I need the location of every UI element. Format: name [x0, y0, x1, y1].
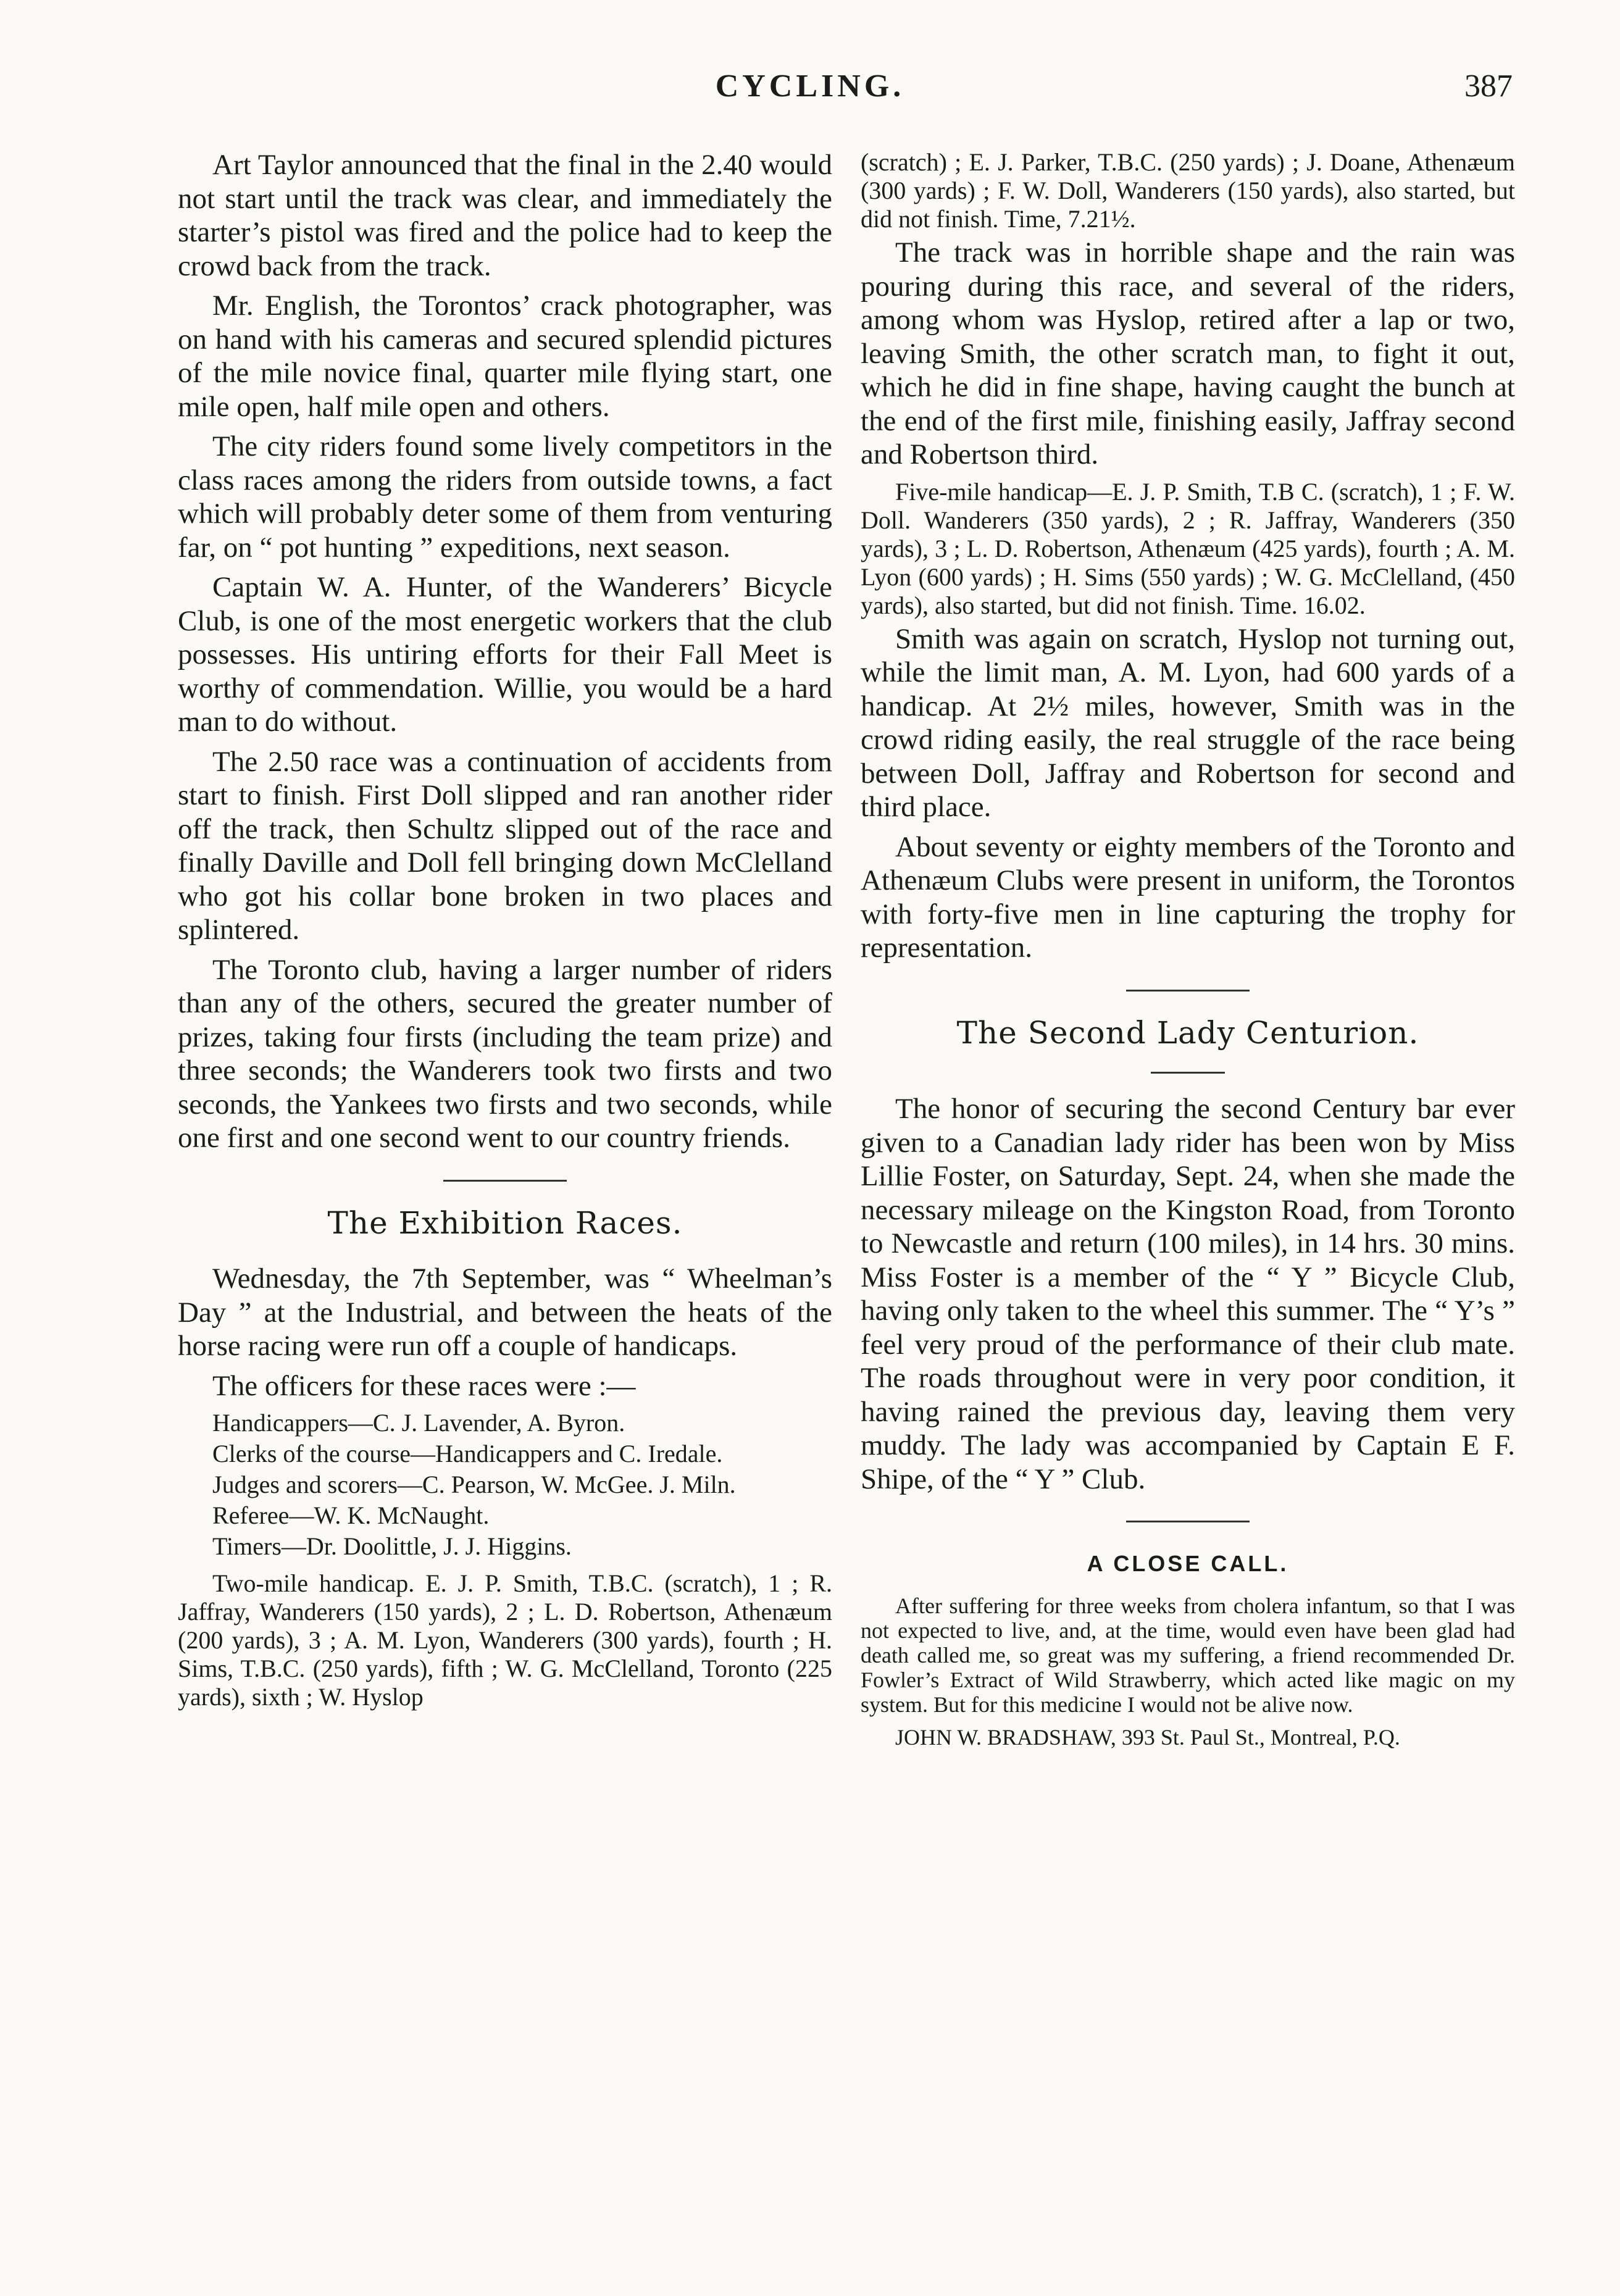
paragraph: Mr. English, the Torontos’ crack photographer, was on hand with his cameras and secured splendid pictures of the mile novice final, quarter mile flying start, one mile open, half mile open and others. [178, 290, 832, 423]
right-column [861, 148, 1515, 1750]
advertisement-signature: JOHN W. BRADSHAW, 393 St. Paul St., Montreal, P.Q. [895, 1724, 1400, 1750]
paragraph: Wednesday, the 7th September, was “ Wheelman’s Day ” at the Industrial, and between the heats of the horse racing were run off a couple of handicaps. [178, 1263, 832, 1362]
race-result: Five-mile handicap—E. J. P. Smith, T.B C. (scratch), 1 ; F. W. Doll. Wanderers (350 yards), 2 ; R. Jaffray, Wanderers (350 yards), 3 ; L. D. Robertson, Athenæum (425 yards), fourth ; A. M. Lyon (600 yards) ; H. Sims (550 yards) ; W. G. McClelland, (450 yards), also started, but did not finish. Time. 16.02. [861, 477, 1515, 619]
section-divider [443, 1180, 567, 1182]
advertisement-title: A CLOSE CALL. [1087, 1551, 1289, 1576]
paragraph: The Toronto club, having a larger number of riders than any of the others, secured the greater number of prizes, taking four firsts (including the team prize) and three seconds; the Wanderers took two firsts and two seconds, the Yankees two firsts and two seconds, while one first and one second went to our country friends. [178, 953, 832, 1154]
paragraph: The honor of securing the second Century bar ever given to a Canadian lady rider has been won by Miss Lillie Foster, on Saturday, Sept. 24, when she made the necessary mileage on the Kingston Road, from Toronto to Newcastle and return (100 miles), in 14 hrs. 30 mins. Miss Foster is a member of the “ Y ” Bicycle Club, having only taken to the wheel this summer. The “ Y’s ” feel very proud of the performance of their club mate. The roads throughout were in very poor condition, it having rained the previous day, leaving them very muddy. The lady was accompanied by Captain E F. Shipe, of the “ Y ” Club. [861, 1093, 1515, 1495]
race-result-block [861, 148, 1515, 233]
paragraph: Captain W. A. Hunter, of the Wanderers’ Bicycle Club, is one of the most energetic workers that the club possesses. His untiring efforts for their Fall Meet is worthy of commendation. Willie, you would be a hard man to do without. [178, 571, 832, 738]
race-result-block [861, 478, 1515, 620]
paragraph: About seventy or eighty members of the Toronto and Athenæum Clubs were present in uniform, the Torontos with forty-five men in line capturing the trophy for representation. [861, 830, 1515, 964]
advertisement-body [861, 1593, 1515, 1717]
paragraph: The 2.50 race was a continuation of accidents from start to finish. First Doll slipped and ran another rider off the track, then Schultz slipped out of the race and finally Daville and Doll fell bringing down McClelland who got his collar bone broken in two places and splintered. [178, 745, 832, 946]
paragraph: The track was in horrible shape and the rain was pouring during this race, and several of the riders, among whom was Hyslop, retired after a lap or two, leaving Smith, the other scratch man, to fight it out, which he did in fine shape, having caught the bunch at the end of the first mile, finishing easily, Jaffray second and Robertson third. [861, 236, 1515, 470]
section-heading: The Second Lady Centurion. [956, 1014, 1419, 1051]
section-heading: The Exhibition Races. [327, 1204, 683, 1241]
officer-entry: Clerks of the course—Handicappers and C. Iredale. [212, 1440, 723, 1467]
paragraph: Art Taylor announced that the final in the 2.40 would not start until the track was clear, and immediately the starter’s pistol was fired and the police had to keep the crowd back from the track. [178, 149, 832, 282]
race-result: (scratch) ; E. J. Parker, T.B.C. (250 yards) ; J. Doane, Athenæum (300 yards) ; F. W. Doll, Wanderers (150 yards), also started, but did not finish. Time, 7.21½. [861, 148, 1515, 233]
paragraph: The city riders found some lively competitors in the class races among the riders from outside towns, a fact which will probably deter some of them from venturing far, on “ pot hunting ” expeditions, next season. [178, 430, 832, 564]
officer-entry: Judges and scorers—C. Pearson, W. McGee. J. Miln. [212, 1471, 736, 1498]
left-column [178, 148, 832, 1714]
paragraph: Smith was again on scratch, Hyslop not turning out, while the limit man, A. M. Lyon, had 600 yards of a handicap. At 2½ miles, however, Smith was in the crowd riding easily, the real struggle of the race being between Doll, Jaffray and Robertson for second and third place. [861, 622, 1515, 823]
running-head [0, 62, 1620, 111]
officer-entry: Timers—Dr. Doolittle, J. J. Higgins. [212, 1532, 572, 1560]
officer-entry: Referee—W. K. McNaught. [212, 1501, 490, 1529]
advertisement-text: After suffering for three weeks from cholera infantum, so that I was not expected to live, and, at the time, would even have been glad had death called me, so great was my suffering, a friend recommended Dr. Fowler’s Extract of Wild Strawberry, which acted like magic on my system. But for this medicine I would not be alive now. [861, 1593, 1515, 1717]
section-divider [1126, 1521, 1250, 1522]
officer-entry: Handicappers—C. J. Lavender, A. Byron. [212, 1409, 625, 1437]
race-result: Two-mile handicap. E. J. P. Smith, T.B.C. (scratch), 1 ; R. Jaffray, Wanderers (150 yards), 2 ; L. D. Robertson, Athenæum (200 yards), 3 ; A. M. Lyon, Wanderers (300 yards), fourth ; H. Sims, T.B.C. (250 yards), fifth ; W. G. McClelland, Toronto (225 yards), sixth ; W. Hyslop [178, 1569, 832, 1711]
running-title: CYCLING. [715, 69, 905, 104]
page-number: 387 [1464, 69, 1513, 104]
paragraph: The officers for these races were :— [212, 1369, 636, 1402]
section-divider [1126, 990, 1250, 991]
heading-underline [1151, 1072, 1225, 1074]
officers-list [178, 1409, 832, 1711]
